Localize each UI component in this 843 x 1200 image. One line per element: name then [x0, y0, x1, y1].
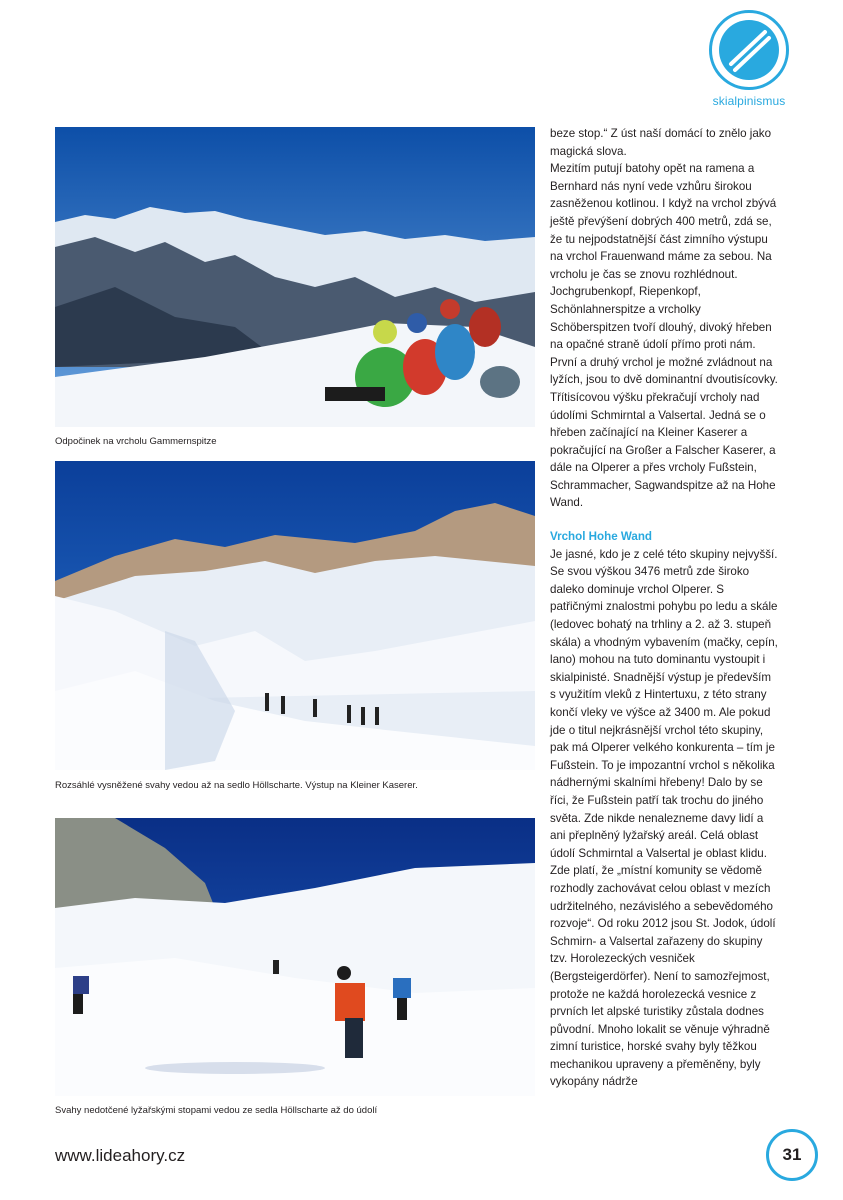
photo-caption: Svahy nedotčené lyžařskými stopami vedou ze sedla Höllscharte až do údolí [55, 1105, 378, 1116]
photo-caption: Rozsáhlé vysněžené svahy vedou až na sedlo Höllscharte. Výstup na Kleiner Kaserer. [55, 780, 418, 791]
photo-slopes-hollscharte [55, 461, 535, 770]
article-column [550, 125, 780, 1091]
photo-untracked-slopes [55, 818, 535, 1096]
footer-website[interactable]: www.lideahory.cz [55, 1146, 186, 1165]
photo-caption: Odpočinek na vrcholu Gammernspitze [55, 436, 217, 447]
article-subheading: Vrchol Hohe Wand [550, 530, 652, 544]
section-label: skialpinismus [712, 94, 786, 108]
logo-badge [709, 10, 789, 90]
article-paragraph: Je jasné, kdo je z celé této skupiny nejvyšší. Se svou výškou 3476 metrů zde široko daleko dominuje vrchol Olperer. S patřičnými znalostmi pohybu po ledu a skále (ledovec bohatý na trhliny a 2. až 3. stupeň skála) a vhodným vybavením (mačky, cepín, lano) mohou na tuto dominantu vystoupit i skialpinisté. Snadnější výstup je především s využitím vleků z Hintertuxu, z této strany končí vleky ve výšce až 3400 m. Ale pokud jde o titul nejkrásnější vrchol této skupiny, pak má Olperer velkého konkurenta – tím je Fußstein. To je impozantní vrchol s několika nádhernými skalními hřebeny! Dalo by se říci, že Fußstein patří tak trochu do jiného světa. Zde nikde nenalezneme davy lidí a ani přeplněný lyžařský areál. Celá oblast údolí Schmirntal a Valsertal je oblast klidu. Zde platí, že „místní komunity se vědomě rozhodly zachovávat celou oblast v mezích udržitelného, nezávislého a sebevědomého rozvoje“. Od roku 2012 jsou St. Jodok, údolí Schmirn- a Valsertal zařazeny do skupiny tzv. Horolezeckých vesniček (Bergsteigerdörfer). Není to samozřejmost, protože ne každá horolezecká vesnice z prvních let alpské turistiky zůstala dodnes původní. Mnoho lokalit se věnuje výhradně zimní turistice, horské svahy byly těžkou mechanikou upraveny a přeměněny, byly vykopány nádrže [550, 547, 778, 1089]
section-logo [703, 10, 793, 110]
photo-summit-rest [55, 127, 535, 427]
article-paragraph: beze stop.“ Z úst naší domácí to znělo jako magická slova. [550, 127, 772, 158]
article-paragraph: Mezitím putují batohy opět na ramena a Bernhard nás nyní vede vzhůru širokou zasněženou kotlinou. I když na vrchol zbývá ještě převýšení dobrých 400 metrů, zdá se, že tu nejpodstatnější část zimního výstupu na vrchol Frauenwand máme za sebou. Na vrcholu je čas se znovu rozhlédnout. Jochgrubenkopf, Riepenkopf, Schönlahnerspitze a vrcholky Schöberspitzen tvoří dlouhý, divoký hřeben na opačné straně údolí přímo proti nám. První a druhý vrchol je možné zvládnout na lyžích, jsou to dvě dominantní dvoutisícovky. Třítisícovou výšku překračují vrcholy nad údolími Schmirntal a Valsertal. Jedná se o hřeben začínající na Kleiner Kaserer a pokračující na Großer a Falscher Kaserer, a dále na Olperer a přes vrcholy Fußstein, Schrammacher, Sagwandspitze až na Hohe Wand. [550, 162, 778, 510]
skis-icon [719, 20, 779, 80]
page-number: 31 [766, 1129, 818, 1181]
